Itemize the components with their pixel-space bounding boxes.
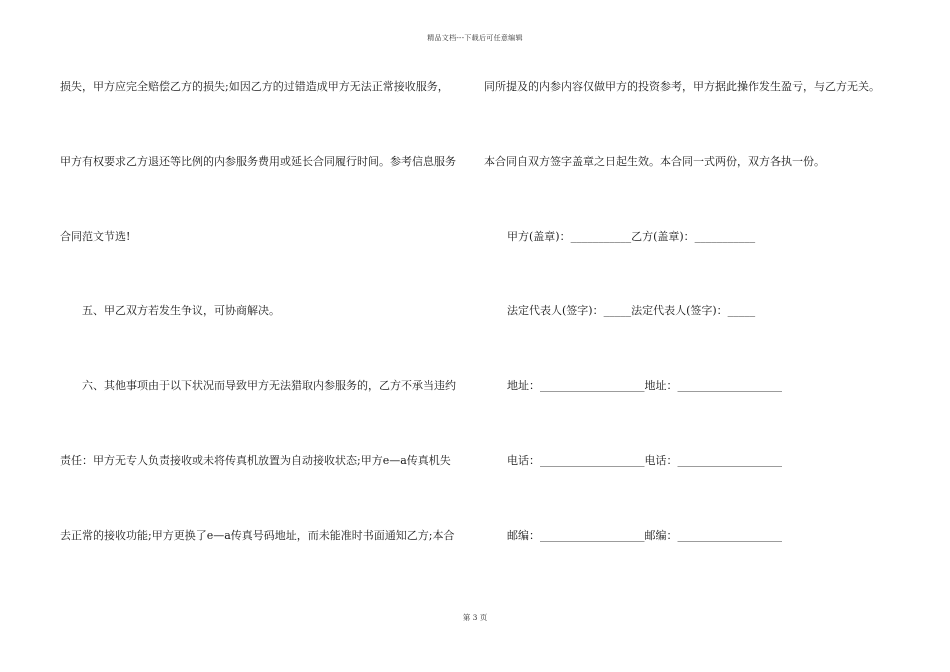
- right-paragraph-line: 本合同自双方签字盖章之日起生效。本合同一式两份，双方各执一份。: [484, 155, 825, 168]
- clause-six-line: 六、其他事项由于以下状况而导致甲方无法猎取内参服务的，乙方不承当违约: [60, 379, 456, 392]
- left-paragraph-line: 责任：甲方无专人负责接收或未将传真机放置为自动接收状态;甲方e—a传真机失: [60, 454, 451, 467]
- left-paragraph-line: 合同范文节选!: [60, 230, 131, 243]
- clause-five-line: 五、甲乙双方若发生争议，可协商解决。: [60, 304, 280, 317]
- signature-address-line: 地址：___________________地址：___________________: [507, 379, 782, 392]
- signature-legal-rep-line: 法定代表人(签字)：_____法定代表人(签字)：_____: [507, 304, 756, 317]
- page-header: 精品文档---下载后可任意编辑: [427, 34, 523, 42]
- page-number: 第 3 页: [462, 613, 488, 622]
- signature-phone-line: 电话：___________________电话：___________________: [507, 454, 782, 467]
- signature-party-seal-line: 甲方(盖章)：___________乙方(盖章)：___________: [507, 230, 756, 243]
- right-paragraph-line: 同所提及的内参内容仅做甲方的投资参考，甲方据此操作发生盈亏，与乙方无关。: [484, 80, 880, 93]
- left-paragraph-line: 损失，甲方应完全赔偿乙方的损失;如因乙方的过错造成甲方无法正常接收服务，: [60, 80, 449, 93]
- left-paragraph-line: 甲方有权要求乙方退还等比例的内参服务费用或延长合同履行时间。参考信息服务: [60, 155, 456, 168]
- signature-postcode-line: 邮编：___________________邮编：___________________: [507, 529, 782, 542]
- left-paragraph-line: 去正常的接收功能;甲方更换了e—a传真号码地址，而未能准时书面通知乙方;本合: [60, 529, 455, 542]
